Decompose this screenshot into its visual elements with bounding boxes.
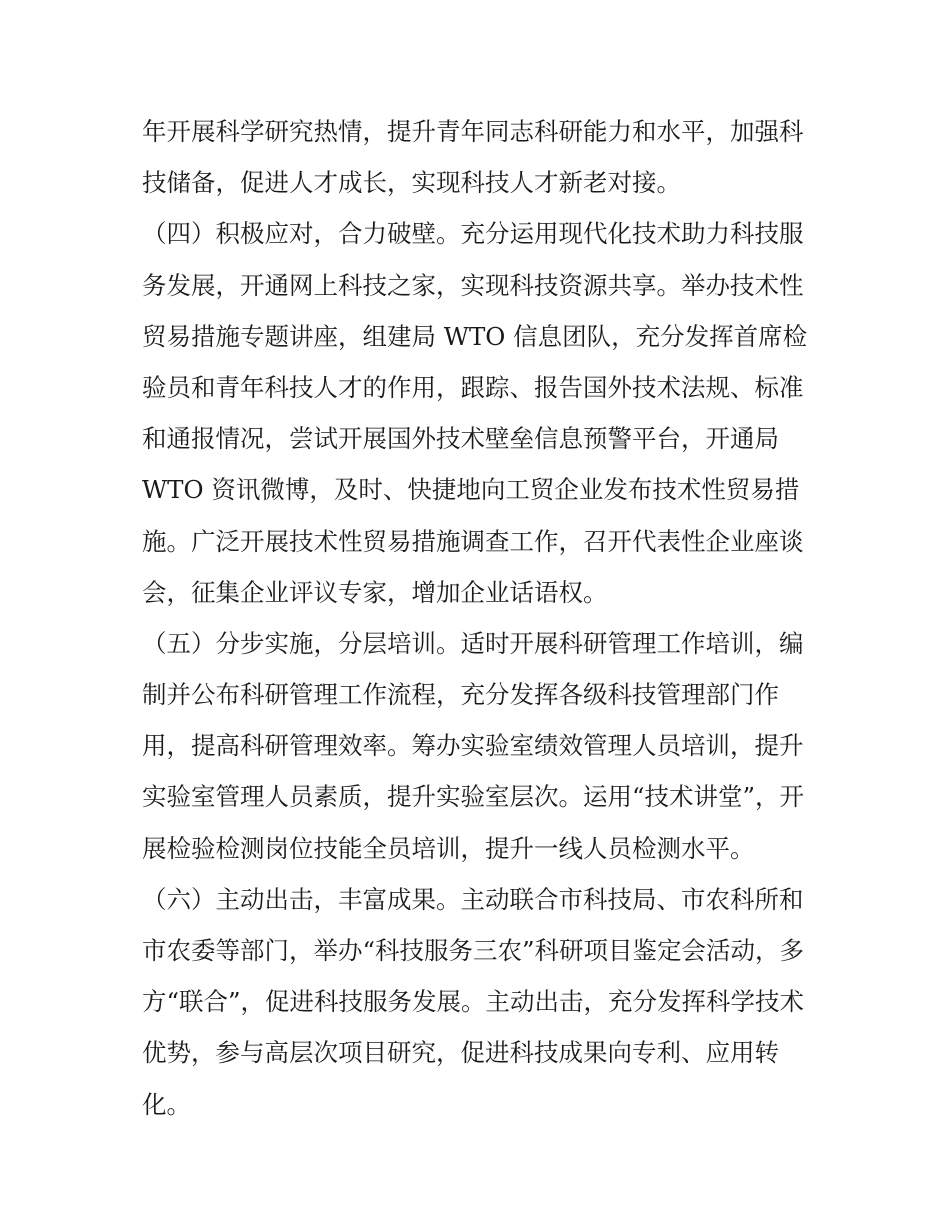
text-line-18: 方“联合”，促进科技服务发展。主动出击，充分发挥科学技术 [142,987,805,1017]
text-line-5: 贸易措施专题讲座，组建局 WTO 信息团队，充分发挥首席检 [142,321,808,351]
text-line-13: 用，提高科研管理效率。筹办实验室绩效管理人员培训，提升 [142,731,804,761]
text-line-10: 会，征集企业评议专家，增加企业话语权。 [142,577,608,607]
text-line-9: 施。广泛开展技术性贸易措施调查工作，召开代表性企业座谈 [142,526,804,556]
text-line-20: 化。 [142,1089,191,1119]
text-line-16: （六）主动出击，丰富成果。主动联合市科技局、市农科所和 [142,884,804,914]
text-line-11: （五）分步实施，分层培训。适时开展科研管理工作培训，编 [142,628,804,658]
text-line-2: 技储备，促进人才成长，实现科技人才新老对接。 [142,168,681,198]
text-line-1: 年开展科学研究热情，提升青年同志科研能力和水平，加强科 [142,117,804,146]
text-line-6: 验员和青年科技人才的作用，跟踪、报告国外技术法规、标准 [142,372,804,402]
text-line-19: 优势，参与高层次项目研究，促进科技成果向专利、应用转 [142,1038,779,1068]
text-line-8: WTO 资讯微博，及时、快捷地向工贸企业发布技术性贸易措 [142,475,800,505]
text-line-4: 务发展，开通网上科技之家，实现科技资源共享。举办技术性 [142,270,804,300]
text-line-12: 制并公布科研管理工作流程，充分发挥各级科技管理部门作 [142,680,779,710]
document-body [142,106,822,1130]
text-line-15: 展检验检测岗位技能全员培训，提升一线人员检测水平。 [142,833,755,863]
text-line-7: 和通报情况，尝试开展国外技术壁垒信息预警平台，开通局 [142,424,779,454]
text-line-3: （四）积极应对，合力破壁。充分运用现代化技术助力科技服 [142,219,804,249]
text-line-14: 实验室管理人员素质，提升实验室层次。运用“技术讲堂”，开 [142,782,805,812]
text-line-17: 市农委等部门，举办“科技服务三农”科研项目鉴定会活动，多 [142,936,805,965]
